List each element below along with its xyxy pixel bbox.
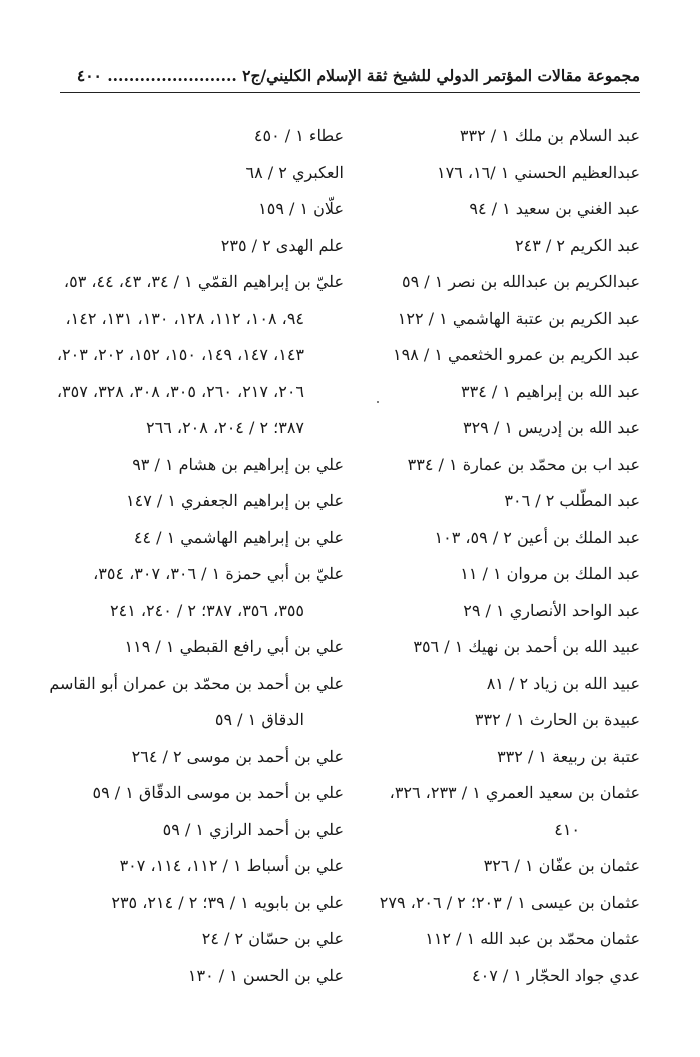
index-entry: علّان ١ / ١٥٩: [258, 199, 344, 218]
index-entry-continuation: ١٤٣، ١٤٧، ١٤٩، ١٥٠، ١٥٢، ٢٠٢، ٢٠٣،: [56, 345, 304, 364]
index-entry-continuation: ٢٠٦، ٢١٧، ٢٦٠، ٣٠٥، ٣٠٨، ٣٢٨، ٣٥٧،: [56, 381, 304, 401]
index-column-left: [49, 118, 344, 994]
index-entry: عبد الكريم بن عمرو الخثعمي ١ / ١٩٨: [393, 345, 640, 364]
index-entry: علي بن أحمد بن موسى الدقّاق ١ / ٥٩: [92, 783, 344, 802]
index-entry: عبيد الله بن زياد ٢ / ٨١: [486, 673, 640, 693]
index-entry: العكبري ٢ / ٦٨: [245, 162, 344, 182]
index-entry: عبد الله بن إدريس ١ / ٣٢٩: [462, 418, 640, 437]
index-entry: علي بن أحمد بن محمّد بن عمران أبو القاسم: [49, 673, 344, 693]
index-entry: عتبة بن ربيعة ١ / ٣٣٢: [497, 746, 640, 766]
index-entry: علي بن أحمد بن موسى ٢ / ٢٦٤: [131, 746, 344, 766]
index-entry: عثمان بن عيسى ١ / ٢٠٣؛ ٢ / ٢٠٦، ٢٧٩: [379, 892, 640, 912]
index-entry: عليّ بن إبراهيم القمّي ١ / ٣٤، ٤٣، ٤٤، ٥٣،: [63, 272, 344, 291]
index-entry-continuation: الدقاق ١ / ٥٩: [214, 710, 304, 729]
index-entry: علي بن بابويه ١ / ٣٩؛ ٢ / ٢١٤، ٢٣٥: [111, 892, 344, 912]
index-entry: عبد اب بن محمّد بن عمارة ١ / ٣٣٤: [407, 454, 640, 474]
index-entry: عبد الملك بن أعين ٢ / ٥٩، ١٠٣: [434, 527, 640, 547]
index-entry: علي بن الحسن ١ / ١٣٠: [187, 965, 344, 985]
index-entry-continuation: ٣٨٧؛ ٢ / ٢٠٤، ٢٠٨، ٢٦٦: [146, 418, 304, 437]
index-entry: عثمان بن سعيد العمري ١ / ٢٣٣، ٣٢٦،: [389, 783, 640, 802]
header-text: مجموعة مقالات المؤتمر الدولي للشيخ ثقة الإسلام الكليني/ج٢ ........................ ٤٠٠: [76, 66, 640, 85]
index-entry: علي بن أحمد الرازي ١ / ٥٩: [162, 819, 344, 839]
index-entry: عبد الملك بن مروان ١ / ١١: [460, 564, 640, 583]
index-entry: عبد الكريم بن عتبة الهاشمي ١ / ١٢٢: [397, 308, 640, 328]
index-entry-continuation: ٩٤، ١٠٨، ١١٢، ١٢٨، ١٣٠، ١٣١، ١٤٢،: [65, 308, 304, 328]
index-entry: عبد الواحد الأنصاري ١ / ٢٩: [463, 600, 640, 620]
index-entry: عبيدة بن الحارث ١ / ٣٣٢: [474, 710, 640, 729]
index-entry: عطاء ١ / ٤٥٠: [253, 126, 344, 145]
scan-speck: [377, 401, 379, 403]
index-entry: علم الهدى ٢ / ٢٣٥: [220, 235, 344, 255]
index-entry: عبد المطّلب ٢ / ٣٠٦: [504, 491, 640, 510]
index-entry: عثمان محمّد بن عبد الله ١ / ١١٢: [425, 929, 640, 948]
index-entry: علي بن حسّان ٢ / ٢٤: [201, 929, 344, 948]
index-entry: عبدالعظيم الحسني ١ /١٦، ١٧٦: [437, 162, 640, 182]
index-entry: عبد الغني بن سعيد ١ / ٩٤: [469, 199, 640, 218]
index-entry: عثمان بن عفّان ١ / ٣٢٦: [483, 856, 640, 875]
index-entry: عبد الكريم ٢ / ٢٤٣: [515, 235, 640, 255]
index-entry-continuation: ٤١٠: [554, 819, 580, 839]
index-entry-continuation: ٣٥٥، ٣٥٦، ٣٨٧؛ ٢ / ٢٤٠، ٢٤١: [110, 600, 304, 620]
index-entry: عبد السلام بن ملك ١ / ٣٣٢: [459, 126, 640, 145]
index-entry: علي بن إبراهيم الهاشمي ١ / ٤٤: [133, 527, 344, 547]
index-entry: عبيد الله بن أحمد بن نهيك ١ / ٣٥٦: [413, 637, 640, 656]
index-entry: علي بن إبراهيم بن هشام ١ / ٩٣: [132, 454, 344, 474]
index-entry: عدي جواد الحجّار ١ / ٤٠٧: [472, 965, 640, 985]
running-header: [60, 62, 640, 93]
index-entry: علي بن أبي رافع القبطي ١ / ١١٩: [124, 637, 344, 656]
index-entry: عبدالكريم بن عبدالله بن نصر ١ / ٥٩: [401, 272, 640, 291]
index-entry: عبد الله بن إبراهيم ١ / ٣٣٤: [461, 381, 640, 401]
index-entry: علي بن إبراهيم الجعفري ١ / ١٤٧: [126, 491, 344, 510]
index-column-right: [368, 118, 640, 994]
index-entry: علي بن أسباط ١ / ١١٢، ١١٤، ٣٠٧: [119, 856, 344, 875]
index-columns: [49, 118, 640, 985]
index-entry: عليّ بن أبي حمزة ١ / ٣٠٦، ٣٠٧، ٣٥٤،: [93, 564, 344, 583]
